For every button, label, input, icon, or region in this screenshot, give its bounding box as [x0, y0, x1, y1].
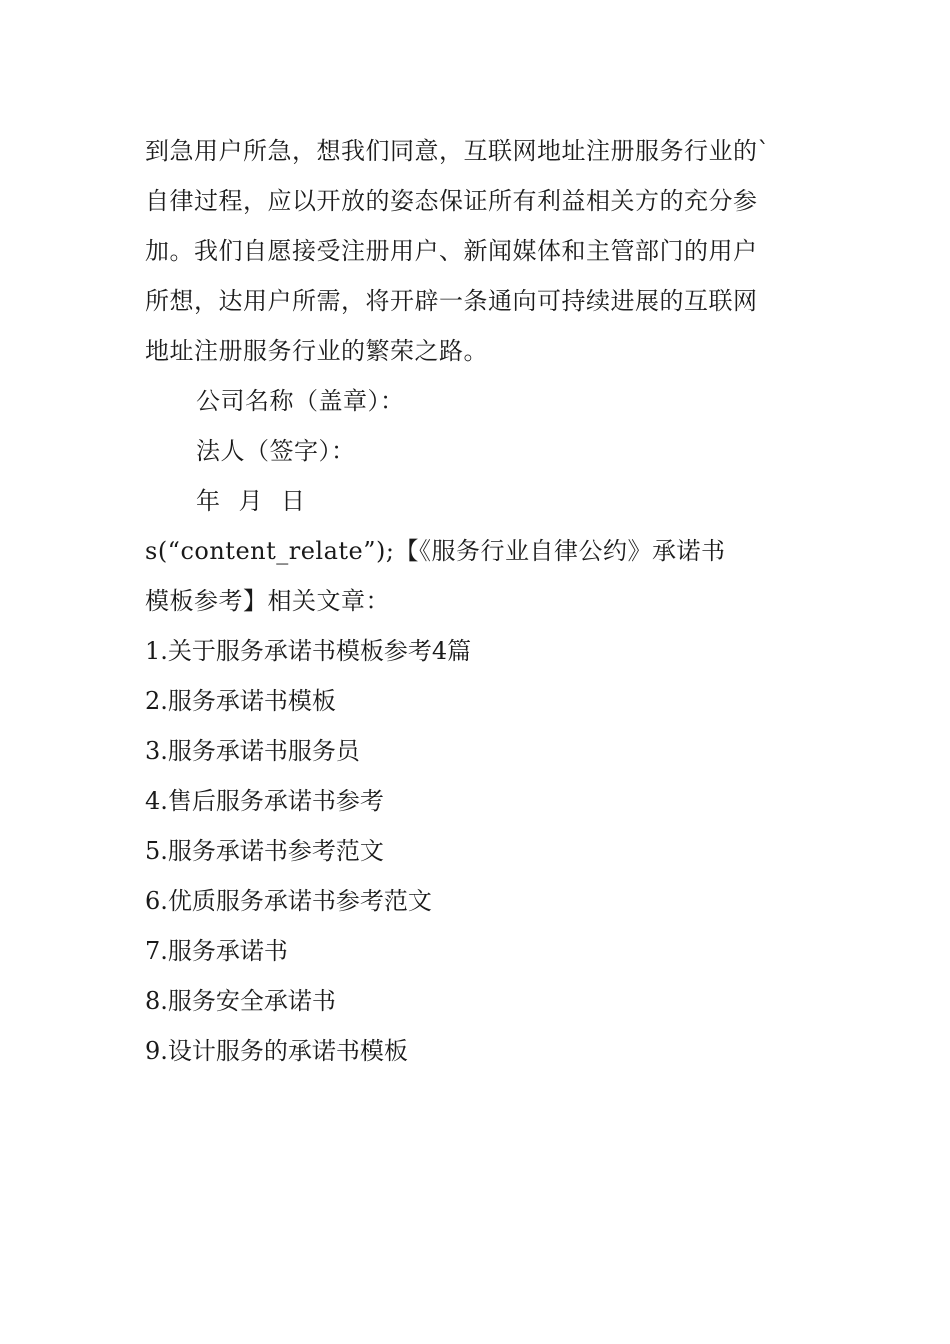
- body-line: 自律过程，应以开放的姿态保证所有利益相关方的充分参: [145, 187, 758, 215]
- company-name-label: 公司名称（盖章）：: [196, 387, 405, 415]
- legal-person-label: 法人（签字）：: [196, 437, 356, 465]
- body-line: 所想，达用户所需，将开辟一条通向可持续进展的互联网: [145, 287, 758, 315]
- related-articles: [145, 526, 810, 1076]
- related-article-link[interactable]: 5.服务承诺书参考范文: [145, 837, 384, 865]
- related-header: s(“content_relate”);【《服务行业自律公约》承诺书: [145, 537, 726, 565]
- body-line: 地址注册服务行业的繁荣之路。: [145, 337, 488, 365]
- related-article-link[interactable]: 7.服务承诺书: [145, 937, 288, 965]
- related-article-link[interactable]: 2.服务承诺书模板: [145, 687, 336, 715]
- related-article-link[interactable]: 4.售后服务承诺书参考: [145, 787, 384, 815]
- body-paragraph: [145, 126, 810, 376]
- body-line: 加。我们自愿接受注册用户、新闻媒体和主管部门的用户: [145, 237, 758, 265]
- document-content: [145, 126, 810, 1076]
- related-header: 模板参考】相关文章：: [145, 587, 390, 615]
- related-article-link[interactable]: 9.设计服务的承诺书模板: [145, 1037, 408, 1065]
- date-year: 年: [196, 487, 221, 515]
- body-line: 到急用户所急，想我们同意，互联网地址注册服务行业的`: [145, 137, 770, 165]
- signature-block: [145, 376, 810, 526]
- related-article-link[interactable]: 1.关于服务承诺书模板参考4篇: [145, 637, 472, 665]
- related-article-link[interactable]: 3.服务承诺书服务员: [145, 737, 360, 765]
- related-article-link[interactable]: 6.优质服务承诺书参考范文: [145, 887, 432, 915]
- date-month: 月: [238, 487, 263, 515]
- date-day: 日: [281, 487, 306, 515]
- related-article-link[interactable]: 8.服务安全承诺书: [145, 987, 336, 1015]
- date-line: [145, 476, 810, 526]
